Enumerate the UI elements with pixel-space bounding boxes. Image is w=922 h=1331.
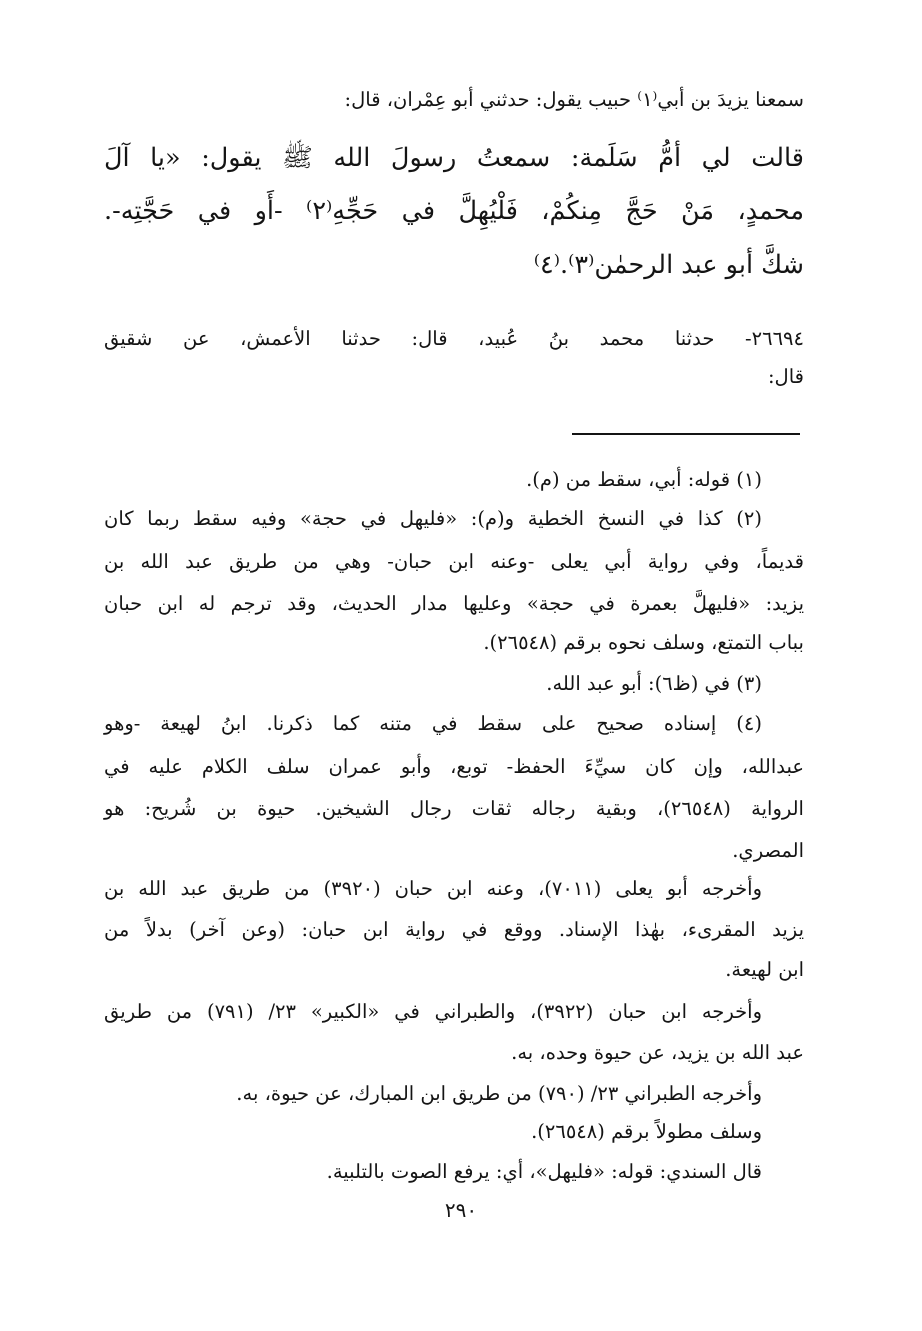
hadith-line-2: محمدٍ، مَنْ حَجَّ مِنكُمْ، فَلْيُهِلَّ في حَجِّهِ⁽٢⁾ -أَو في حَجَّتِه-. xyxy=(104,196,804,226)
footnote-4-line-6: يزيد المقرىء، بهٰذا الإسناد. ووقع في رواية ابن حبان: (وعن آخر) بدلاً من xyxy=(104,918,804,941)
hadith-line-3: شكَّ أبو عبد الرحمٰن⁽٣⁾.⁽٤⁾ xyxy=(533,250,804,280)
next-hadith-line-2: قال: xyxy=(767,365,804,388)
footnote-4-line-5: وأخرجه أبو يعلى (٧٠١١)، وعنه ابن حبان (٣٩٢٠) من طريق عبد الله بن xyxy=(104,877,763,900)
footnote-4-line-3: الرواية (٢٦٥٤٨)، وبقية رجاله ثقات رجال الشيخين. حيوة بن شُريح: هو xyxy=(104,797,804,820)
page-number: ٢٩٠ xyxy=(444,1198,478,1222)
footnote-2-line-2: قديماً، وفي رواية أبي يعلى -وعنه ابن حبان- وهي من طريق عبد الله بن xyxy=(104,550,804,573)
footnote-4-line-8: وأخرجه ابن حبان (٣٩٢٢)، والطبراني في «الكبير» ٢٣/ (٧٩١) من طريق xyxy=(104,1000,762,1023)
footnote-4-line-2: عبدالله، وإن كان سيِّءَ الحفظ- توبع، وأبو عمران سلف الكلام عليه في xyxy=(104,755,804,778)
footnote-3: (٣) في (ظ٦): أبو عبد الله. xyxy=(546,672,762,695)
footnote-4-line-10: وأخرجه الطبراني ٢٣/ (٧٩٠) من طريق ابن المبارك، عن حيوة، به. xyxy=(236,1082,762,1105)
opening-line: سمعنا يزيدَ بن أبي⁽١⁾ حبيب يقول: حدثني أبو عِمْران، قال: xyxy=(344,88,804,111)
footnote-4-line-12: قال السندي: قوله: «فليهل»، أي: يرفع الصوت بالتلبية. xyxy=(326,1160,762,1183)
footnote-4-line-1: (٤) إسناده صحيح على سقط في متنه كما ذكرنا. ابنُ لهيعة -وهو xyxy=(104,712,762,735)
hadith-line-1: قالت لي أمُّ سَلَمة: سمعتُ رسولَ الله ﷺ يقول: «يا آلَ xyxy=(104,143,804,173)
footnote-4-line-7: ابن لهيعة. xyxy=(725,958,804,981)
footnote-separator xyxy=(572,433,800,435)
footnote-4-line-11: وسلف مطولاً برقم (٢٦٥٤٨). xyxy=(531,1120,762,1143)
footnote-1: (١) قوله: أبي، سقط من (م). xyxy=(526,468,762,491)
footnote-4-line-4: المصري. xyxy=(732,839,804,862)
footnote-4-line-9: عبد الله بن يزيد، عن حيوة وحده، به. xyxy=(511,1041,804,1064)
next-hadith-line-1: ٢٦٦٩٤- حدثنا محمد بنُ عُبيد، قال: حدثنا الأعمش، عن شقيق xyxy=(104,327,804,350)
footnote-2-line-3: يزيد: «فليهلَّ بعمرة في حجة» وعليها مدار الحديث، وقد ترجم له ابن حبان xyxy=(104,592,804,615)
footnote-2-line-1: (٢) كذا في النسخ الخطية و(م): «فليهل في حجة» وفيه سقط ربما كان xyxy=(104,507,762,530)
footnote-2-line-4: بباب التمتع، وسلف نحوه برقم (٢٦٥٤٨). xyxy=(483,631,804,654)
